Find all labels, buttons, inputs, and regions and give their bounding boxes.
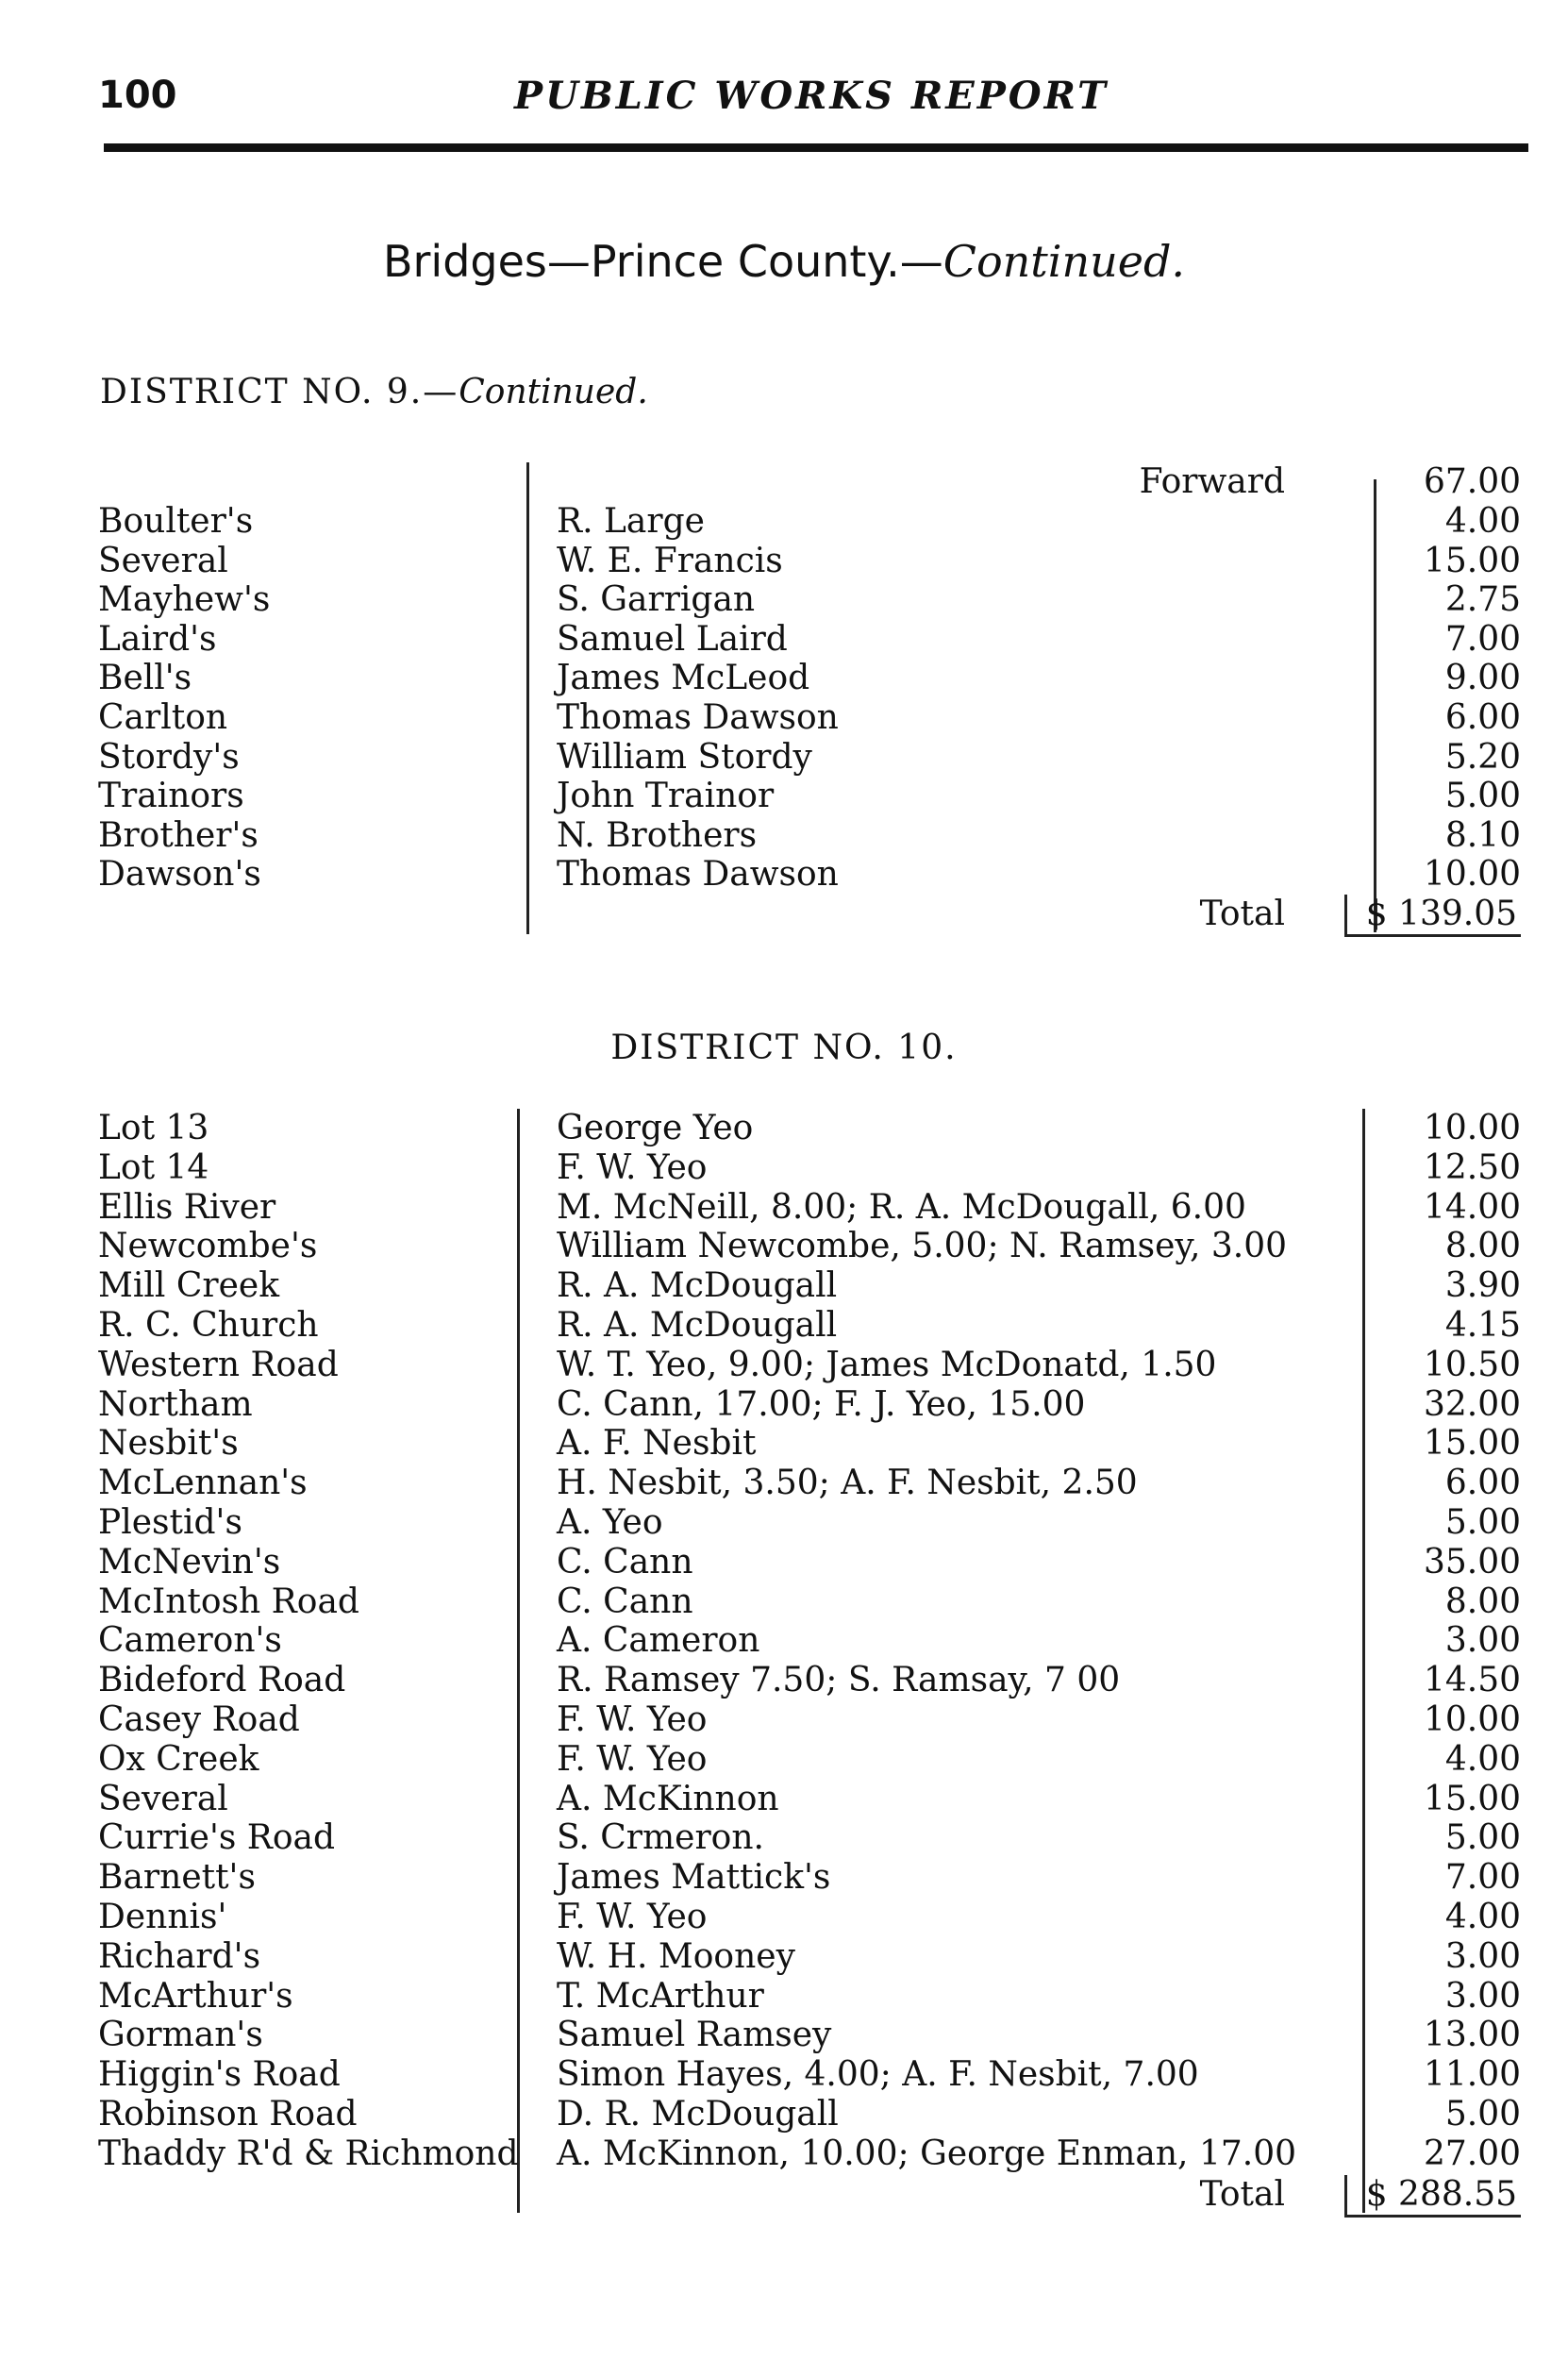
section-title-continued: Continued. [942, 236, 1186, 287]
payee-cell: A. McKinnon [557, 1779, 779, 1818]
table-row [0, 1266, 1568, 1306]
payee-cell: F. W. Yeo [557, 1739, 708, 1779]
amount-cell: 6.00 [1444, 1464, 1521, 1503]
table-row [0, 1582, 1568, 1622]
section-title [0, 236, 1568, 287]
amount-cell: 10.50 [1423, 1345, 1521, 1384]
place-cell: Casey Road [98, 1700, 300, 1739]
payee-cell: A. F. Nesbit [557, 1424, 757, 1464]
amount-cell: 4.00 [1444, 1739, 1521, 1779]
table-row [0, 1621, 1568, 1661]
amount-cell: 15.00 [1423, 1779, 1521, 1818]
place-cell: Ellis River [98, 1187, 276, 1227]
amount-cell: 3.00 [1444, 1621, 1521, 1661]
place-cell: Robinson Road [98, 2095, 358, 2134]
table-row [0, 1227, 1568, 1266]
amount-cell: 4.00 [1444, 502, 1521, 541]
table-row [0, 1109, 1568, 1148]
amount-cell: 7.00 [1444, 619, 1521, 659]
place-cell: Stordy's [98, 737, 240, 777]
table-row [0, 1898, 1568, 1937]
table-row [0, 1858, 1568, 1898]
amount-cell: 9.00 [1444, 659, 1521, 698]
payee-cell: N. Brothers [557, 815, 758, 855]
amount-cell: 14.00 [1423, 1187, 1521, 1227]
payee-cell: A. Yeo [557, 1503, 663, 1542]
amount-cell: 8.10 [1444, 815, 1521, 855]
place-cell: Western Road [98, 1345, 339, 1384]
district-9-heading-continued: Continued. [459, 373, 648, 411]
payee-cell: Simon Hayes, 4.00; A. F. Nesbit, 7.00 [557, 2055, 1199, 2095]
table-row [0, 2095, 1568, 2134]
amount-cell: 5.00 [1444, 2095, 1521, 2134]
amount-cell: 11.00 [1423, 2055, 1521, 2095]
place-cell: Bell's [98, 659, 192, 698]
payee-cell: F. W. Yeo [557, 1898, 708, 1936]
payee-cell: C. Cann [557, 1542, 693, 1582]
place-cell: Dennis' [98, 1898, 227, 1936]
payee-cell: Samuel Ramsey [557, 2016, 832, 2055]
payee-cell: William Newcombe, 5.00; N. Ramsey, 3.00 [557, 1227, 1288, 1266]
amount-cell: 32.00 [1423, 1384, 1521, 1424]
table-row [0, 502, 1568, 542]
payee-cell: H. Nesbit, 3.50; A. F. Nesbit, 2.50 [557, 1464, 1138, 1503]
payee-cell: William Stordy [557, 737, 812, 777]
table-row [0, 1424, 1568, 1464]
total-amount: $ 139.05 [1344, 895, 1521, 937]
amount-cell: 3.90 [1444, 1266, 1521, 1306]
place-cell: Several [98, 541, 228, 580]
amount-cell: 6.00 [1444, 698, 1521, 737]
header-rule [104, 143, 1528, 152]
table-row [0, 580, 1568, 620]
place-cell: Lot 13 [98, 1109, 209, 1147]
place-cell: Trainors [98, 777, 244, 816]
payee-cell: F. W. Yeo [557, 1147, 708, 1187]
table-row [0, 620, 1568, 660]
payee-cell: James Mattick's [557, 1858, 831, 1898]
table-row [0, 1346, 1568, 1385]
amount-cell: 10.00 [1423, 855, 1521, 895]
table-row [0, 1503, 1568, 1543]
table-row [0, 1700, 1568, 1740]
payee-cell: Thomas Dawson [557, 698, 839, 737]
amount-cell: 8.00 [1444, 1582, 1521, 1621]
place-cell: Barnett's [98, 1858, 256, 1898]
district-10-heading: DISTRICT NO. 10. [610, 1029, 958, 1067]
payee-cell: C. Cann [557, 1582, 693, 1621]
amount-cell: 15.00 [1423, 1424, 1521, 1464]
place-cell: Gorman's [98, 2016, 263, 2055]
page-header [94, 74, 1528, 130]
section-title-text: Bridges—Prince County.— [382, 236, 943, 287]
amount-cell: 27.00 [1423, 2134, 1521, 2173]
payee-cell: John Trainor [557, 777, 775, 816]
amount-cell: 3.00 [1444, 1936, 1521, 1976]
place-cell: Nesbit's [98, 1424, 239, 1464]
place-cell: Richard's [98, 1936, 261, 1976]
amount-cell: 8.00 [1444, 1227, 1521, 1266]
table-row [0, 2134, 1568, 2174]
payee-cell: R. A. McDougall [557, 1306, 838, 1345]
amount-cell: 5.00 [1444, 1818, 1521, 1858]
place-cell: Currie's Road [98, 1818, 336, 1858]
payee-cell: M. McNeill, 8.00; R. A. McDougall, 6.00 [557, 1187, 1246, 1227]
district-9-total-row [0, 895, 1568, 934]
table-row [0, 1306, 1568, 1346]
payee-cell: S. Crmeron. [557, 1818, 764, 1858]
place-cell: Newcombe's [98, 1227, 318, 1266]
table-row [0, 1780, 1568, 1819]
amount-cell: 35.00 [1423, 1542, 1521, 1582]
payee-cell: F. W. Yeo [557, 1700, 708, 1739]
amount-cell: 4.15 [1444, 1306, 1521, 1345]
running-title: PUBLIC WORKS REPORT [514, 74, 1109, 118]
forward-row [0, 462, 1568, 502]
payee-cell: George Yeo [557, 1109, 754, 1147]
payee-cell: C. Cann, 17.00; F. J. Yeo, 15.00 [557, 1384, 1086, 1424]
amount-cell: 5.20 [1444, 737, 1521, 777]
payee-cell: A. McKinnon, 10.00; George Enman, 17.00 [557, 2134, 1297, 2173]
table-row [0, 1188, 1568, 1228]
place-cell: McNevin's [98, 1542, 281, 1582]
payee-cell: R. A. McDougall [557, 1266, 838, 1306]
table-row [0, 816, 1568, 856]
place-cell: Ox Creek [98, 1739, 259, 1779]
table-row [0, 1385, 1568, 1425]
amount-cell: 4.00 [1444, 1898, 1521, 1936]
table-row [0, 738, 1568, 778]
place-cell: Laird's [98, 619, 217, 659]
payee-cell: S. Garrigan [557, 580, 756, 620]
payee-cell: R. Large [557, 502, 705, 541]
place-cell: Northam [98, 1384, 253, 1424]
table-row [0, 542, 1568, 581]
table-row [0, 1740, 1568, 1780]
place-cell: Mayhew's [98, 580, 271, 620]
table-row [0, 2016, 1568, 2055]
place-cell: Boulter's [98, 502, 254, 541]
payee-cell: Thomas Dawson [557, 855, 839, 895]
amount-cell: 10.00 [1423, 1109, 1521, 1147]
payee-cell: A. Cameron [557, 1621, 760, 1661]
amount-cell: 2.75 [1444, 580, 1521, 620]
payee-cell: W. H. Mooney [557, 1936, 795, 1976]
district-9-table [0, 462, 1568, 944]
place-cell: McLennan's [98, 1464, 308, 1503]
district-10-table [0, 1109, 1568, 2222]
place-cell: McIntosh Road [98, 1582, 359, 1621]
place-cell: Carlton [98, 698, 228, 737]
place-cell: Lot 14 [98, 1147, 209, 1187]
table-row [0, 698, 1568, 738]
amount-cell: 3.00 [1444, 1976, 1521, 2016]
amount-cell: 15.00 [1423, 541, 1521, 580]
amount-cell: 7.00 [1444, 1858, 1521, 1898]
table-row [0, 2055, 1568, 2095]
place-cell: Bideford Road [98, 1661, 346, 1700]
table-row [0, 777, 1568, 816]
amount-cell: 14.50 [1423, 1661, 1521, 1700]
place-cell: Mill Creek [98, 1266, 280, 1306]
place-cell: Brother's [98, 815, 259, 855]
table-row [0, 1937, 1568, 1977]
total-label: Total [1199, 2175, 1285, 2214]
table-row [0, 1148, 1568, 1188]
payee-cell: W. E. Francis [557, 541, 783, 580]
place-cell: Cameron's [98, 1621, 282, 1661]
place-cell: Dawson's [98, 855, 261, 895]
payee-cell: Samuel Laird [557, 619, 788, 659]
district-10-total-row [0, 2175, 1568, 2215]
payee-cell: W. T. Yeo, 9.00; James McDonatd, 1.50 [557, 1345, 1217, 1384]
total-label: Total [1199, 895, 1285, 933]
payee-cell: D. R. McDougall [557, 2095, 839, 2134]
district-9-heading-text: DISTRICT NO. 9.— [100, 373, 459, 411]
table-row [0, 1543, 1568, 1582]
payee-cell: James McLeod [557, 659, 810, 698]
amount-cell: 5.00 [1444, 777, 1521, 816]
amount-cell: 13.00 [1423, 2016, 1521, 2055]
amount-cell: 10.00 [1423, 1700, 1521, 1739]
district-9-heading [100, 373, 648, 411]
table-row [0, 1661, 1568, 1700]
place-cell: Plestid's [98, 1503, 242, 1542]
page-number: 100 [98, 74, 177, 117]
table-row [0, 659, 1568, 698]
table-row [0, 1464, 1568, 1503]
payee-cell: T. McArthur [557, 1976, 764, 2016]
table-row [0, 855, 1568, 895]
total-amount: $ 288.55 [1344, 2175, 1521, 2218]
place-cell: Several [98, 1779, 228, 1818]
table-row [0, 1977, 1568, 2017]
place-cell: R. C. Church [98, 1306, 319, 1345]
forward-label: Forward [1139, 462, 1285, 501]
forward-amount: 67.00 [1423, 462, 1521, 501]
amount-cell: 12.50 [1423, 1147, 1521, 1187]
place-cell: Higgin's Road [98, 2055, 341, 2095]
payee-cell: R. Ramsey 7.50; S. Ramsay, 7 00 [557, 1661, 1121, 1700]
place-cell: Thaddy R'd & Richmond [98, 2134, 519, 2173]
table-row [0, 1818, 1568, 1858]
amount-cell: 5.00 [1444, 1503, 1521, 1542]
place-cell: McArthur's [98, 1976, 293, 2016]
